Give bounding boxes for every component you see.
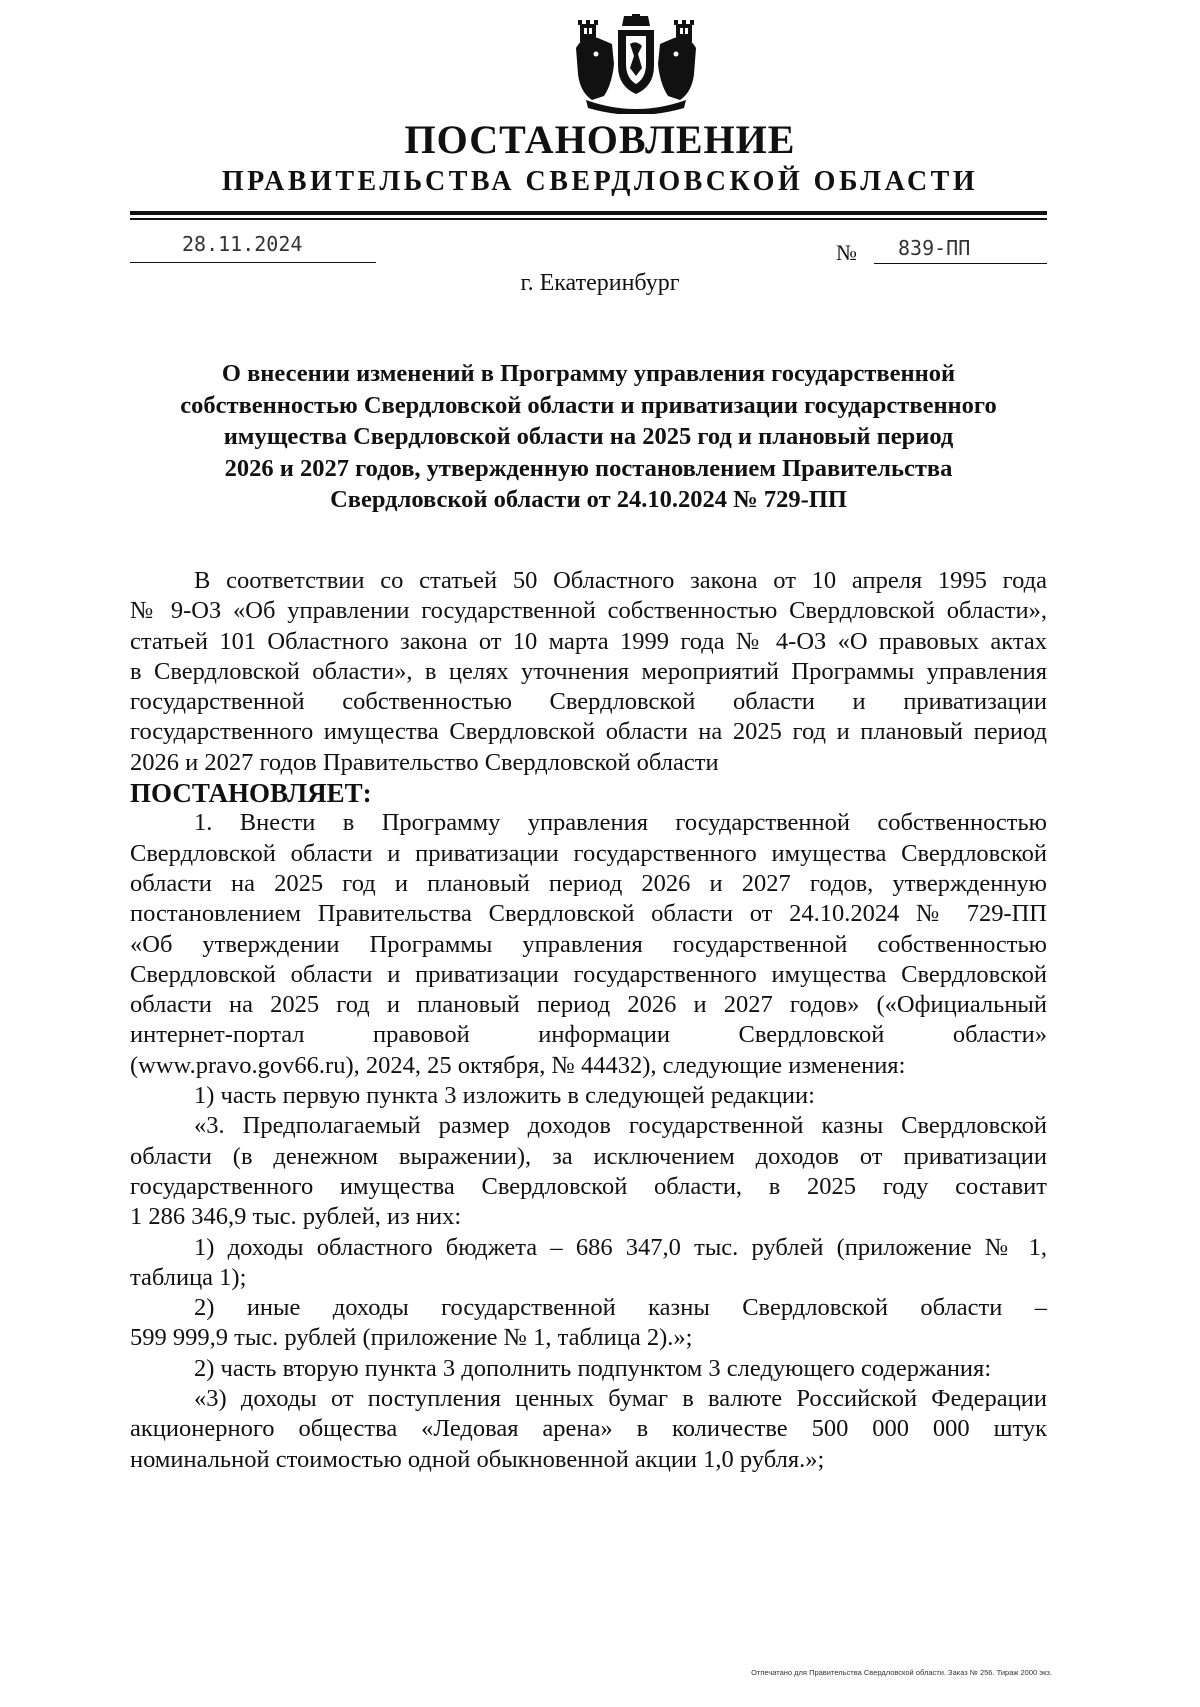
body-line: постановлением Правительства Свердловской области от 24.10.2024 № 729-ПП [130,900,1047,928]
subject-line: О внесении изменений в Программу управления государственной [221,360,956,387]
body-line: «Об утверждении Программы управления государственной собственностью [130,930,1047,958]
body-line: «3) доходы от поступления ценных бумаг в валюте Российской Федерации [194,1385,1047,1413]
body-line: области (в денежном выражении), за исключением доходов от приватизации [130,1142,1047,1170]
document-type-title: ПОСТАНОВЛЕНИЕ [404,117,796,162]
date-field [130,232,376,263]
body-line: 2026 и 2027 годов Правительство Свердловской области [130,748,719,776]
body-line: государственной собственностью Свердловской области и приватизации [130,688,1047,716]
document-date: 28.11.2024 [182,232,303,256]
body-line: 599 999,9 тыс. рублей (приложение № 1, таблица 2).»; [130,1324,693,1352]
body-line: таблица 1); [130,1263,247,1291]
body-line: интернет-портал правовой информации Свердловской области» [130,1021,1047,1049]
print-imprint-footer: Отпечатано для Правительства Свердловской области. Заказ № 256. Тираж 2000 экз. [751,1668,1052,1677]
document-number: 839-ПП [898,236,971,260]
body-line: области на 2025 год и плановый период 2026 и 2027 годов, утвержденную [130,869,1047,897]
decree-word: ПОСТАНОВЛЯЕТ: [130,778,372,809]
body-line: «3. Предполагаемый размер доходов государственной казны Свердловской [194,1112,1047,1140]
body-line: акционерного общества «Ледовая арена» в количестве 500 000 000 штук [130,1415,1047,1443]
city: г. Екатеринбург [520,270,680,296]
header-divider-thick [130,211,1047,215]
document-subject [130,358,1047,516]
subject-line: собственностью Свердловской области и приватизации государственного [180,391,997,419]
header-divider-thin [130,218,1047,220]
body-line: 1. Внести в Программу управления государственной собственностью [194,809,1047,837]
issuing-authority: ПРАВИТЕЛЬСТВА СВЕРДЛОВСКОЙ ОБЛАСТИ [221,166,979,197]
body-line: В соответствии со статьей 50 Областного закона от 10 апреля 1995 года [194,567,1047,594]
body-line: Свердловской области и приватизации государственного имущества Свердловской [130,839,1047,867]
body-line: 1 286 346,9 тыс. рублей, из них: [130,1203,462,1231]
body-line: № 9-ОЗ «Об управлении государственной собственностью Свердловской области», [130,597,1047,625]
body-line: области на 2025 год и плановый период 2026 и 2027 годов» («Официальный [130,991,1047,1019]
body-line: 2) иные доходы государственной казны Свердловской области – [194,1294,1047,1322]
subject-line: 2026 и 2027 годов, утвержденную постановлением Правительства [224,454,953,482]
body-line: номинальной стоимостью одной обыкновенной акции 1,0 рубля.»; [130,1445,825,1473]
number-sign: № [836,240,857,265]
body-line: государственного имущества Свердловской области, в 2025 году составит [130,1172,1047,1200]
body-line: государственного имущества Свердловской области на 2025 год и плановый период [130,718,1047,746]
body-line: 1) часть первую пункта 3 изложить в следующей редакции: [194,1082,815,1110]
body-line: статьей 101 Областного закона от 10 марта 1999 года № 4-ОЗ «О правовых актах [130,627,1047,655]
body-line: 1) доходы областного бюджета – 686 347,0 тыс. рублей (приложение № 1, [194,1233,1047,1261]
body-line: 2) часть вторую пункта 3 дополнить подпунктом 3 следующего содержания: [194,1354,992,1382]
body-line: Свердловской области и приватизации государственного имущества Свердловской [130,960,1047,988]
body-line: (www.pravo.gov66.ru), 2024, 25 октября, № 44432), следующие изменения: [130,1051,906,1079]
subject-line: Свердловской области от 24.10.2024 № 729-ПП [330,486,847,513]
body-line: в Свердловской области», в целях уточнения мероприятий Программы управления [130,657,1047,685]
subject-line: имущества Свердловской области на 2025 год и плановый период [223,423,954,450]
coat-of-arms-emblem [566,14,706,114]
document-body [130,566,1047,1475]
number-field [874,236,1047,264]
